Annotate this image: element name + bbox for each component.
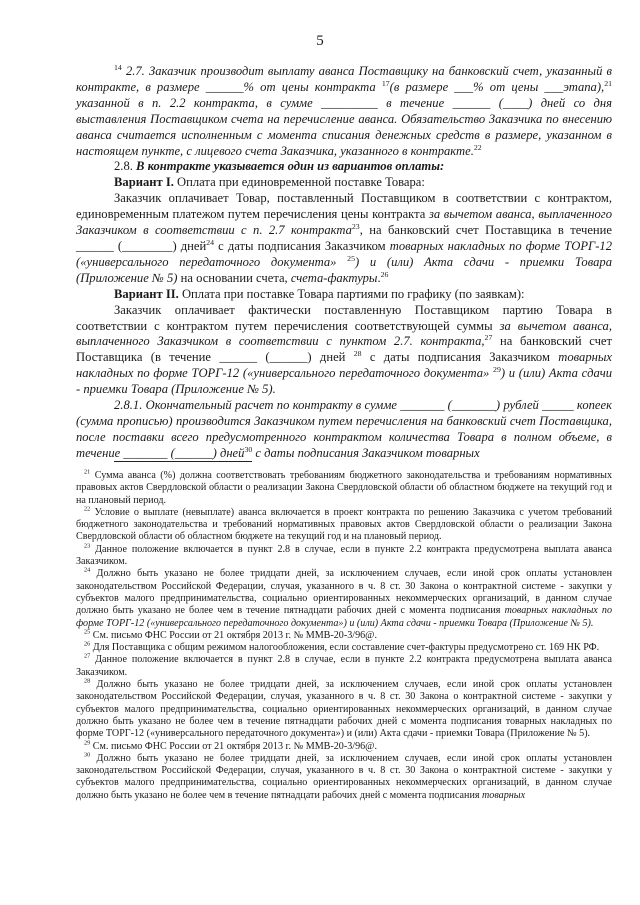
main-text <box>76 64 612 462</box>
body-italic: товарных накладных по форме ТОРГ-12 («универсального передаточного документа» <box>76 350 612 381</box>
body-italic: счета-фактуры <box>290 270 378 285</box>
body-text: с даты подписания Заказчиком <box>361 350 559 365</box>
footnote-ref: 30 <box>244 444 253 454</box>
footnote-separator <box>114 461 252 462</box>
body-text: на основании счета, <box>177 270 291 285</box>
footnote-text: Условие о выплате (невыплате) аванса включается в проект контракта по решению Заказчика с учетом требований бюджетного законодательства и требований нормативных правовых актов Свердловской области о реализации Закона Свердловской области об областном бюджете на текущий год и на плановый период. <box>76 506 612 543</box>
footnote-ref: 14 <box>114 62 122 72</box>
footnote <box>76 753 612 802</box>
footnote-ref: 29 <box>493 365 501 375</box>
page-number: 5 <box>316 33 324 49</box>
footnote-text: Сумма аванса (%) должна соответствовать требованиям бюджетного законодательства и требованиям нормативных правовых актов Свердловской области о реализации Закона Свердловской области об областном бюджете на текущий год и на плановый период. <box>76 470 612 506</box>
footnote-ref: 17 <box>381 78 390 88</box>
footnote <box>76 654 612 679</box>
body-italic: ) и (или) Акта сдачи - приемки Товара (Приложение № 5). <box>76 366 612 397</box>
footnote-ref: 23 <box>351 221 360 231</box>
footnote-ref: 28 <box>353 349 362 359</box>
clause-2-8 <box>76 159 612 175</box>
footnote-italic: товарных накладных по форме ТОРГ-12 («универсального передаточного документа») и (или) Акта сдачи - приемки Товара (Приложение № 5). <box>76 605 613 629</box>
variant-2-body <box>76 303 612 398</box>
footnote-ref: 25 <box>347 253 355 263</box>
body-text: с даты подписания Заказчиком <box>214 238 390 253</box>
clause-text: (в размере ___% от цены ___этапа), <box>389 79 605 94</box>
footnote-number: 24 <box>84 567 91 575</box>
body-text: , на банковский счет Поставщика в течение ______ (________) дней <box>76 223 612 253</box>
variant-label: Вариант II. <box>114 286 179 301</box>
clause-heading: В контракте указывается один из вариантов оплаты: <box>136 159 445 174</box>
body-italic: товарных накладных по форме ТОРГ-12 («универсального передаточного документа» <box>76 238 612 269</box>
body-text: Заказчик оплачивает Товар, поставленный Поставщиком в соответствии с контрактом, единовременным платежом путем перечисления цены контракта <box>76 191 612 222</box>
footnote-ref: 24 <box>206 237 215 247</box>
variant-1-heading <box>76 175 612 191</box>
footnote-text: Должно быть указано не более тридцати дней, за исключением случаев, если иной срок оплаты установлен законодательством Российской Федерации, случая, указанного в ч. 8 ст. 30 Закона о контрактной системе - закупки у субъектов малого предпринимательства, социально ориентированных некоммерческих организаций, в данном случае должно быть указано не более чем в течение пятнадцати рабочих дней с момента подписания <box>76 568 612 617</box>
body-italic: за вычетом аванса, выплаченного Заказчиком в соответствии с пунктом 2.7. контракта, <box>76 318 612 349</box>
footnote-text: Должно быть указано не более тридцати дней, за исключением случаев, если иной срок оплаты установлен законодательством Российской Федерации, случая, указанного в ч. 8 ст. 30 Закона о контрактной системе - закупки у субъектов малого предпринимательства, социально ориентированных некоммерческих организаций, в данном случае должно быть указано не более чем в течение пятнадцати рабочих дней с момента подписания <box>76 752 612 801</box>
footnote-ref: 22 <box>473 142 482 152</box>
clause-text: 2.7. Заказчик производит выплату аванса Поставщику на банковский счет, указанный в контракте, в размере ______% от цены контракта <box>76 64 612 94</box>
footnote-number: 22 <box>84 505 91 513</box>
footnotes <box>76 470 612 802</box>
footnote <box>76 544 612 569</box>
footnote-number: 25 <box>84 628 91 636</box>
variant-title: Оплата при единовременной поставке Товара: <box>173 175 425 190</box>
footnote-italic: товарных <box>482 789 526 801</box>
body-text: . <box>377 270 381 285</box>
footnote-text: Данное положение включается в пункт 2.8 в случае, если в пункте 2.2 контракта предусмотрена выплата аванса Заказчиком. <box>76 654 612 678</box>
footnote <box>76 568 612 629</box>
clause-2-7 <box>76 64 612 159</box>
variant-label: Вариант I. <box>114 175 174 190</box>
body-italic: 2.8.1. Окончательный расчет по контракту в сумме _______ (_______) рублей _____ копеек (сумма прописью) производится Заказчиком путем перечисления на банковский счет Поставщика, после поставки всего предусмотренного контрактом количества Товара в полном объеме, в течение _______ (______) дней <box>76 398 612 460</box>
footnote-ref: 27 <box>484 333 493 343</box>
footnote-number: 28 <box>84 677 91 685</box>
footnote <box>76 642 612 654</box>
footnote-text: См. письмо ФНС России от 21 октября 2013 г. № ММВ-20-3/96@. <box>90 740 377 752</box>
footnote-ref: 21 <box>604 78 612 88</box>
variant-2-heading <box>76 287 612 303</box>
footnote-number: 26 <box>84 640 91 648</box>
footnote-text: Для Поставщика с общим режимом налогообложения, если составление счет-фактуры предусмотрено ст. 169 НК РФ. <box>90 642 600 654</box>
footnote-number: 23 <box>84 542 91 550</box>
variant-1-body <box>76 191 612 286</box>
body-italic: с даты подписания Заказчиком товарных <box>252 445 480 460</box>
footnote-text: См. письмо ФНС России от 21 октября 2013 г. № ММВ-20-3/96@. <box>90 629 377 641</box>
body-text: Заказчик оплачивает фактически поставленную Поставщиком партию Товара в соответствии с контрактом путем перечисления соответствующей суммы <box>76 302 612 333</box>
footnote-number: 21 <box>84 468 91 476</box>
footnote <box>76 741 612 753</box>
footnote-text: Должно быть указано не более тридцати дней, за исключением случаев, если иной срок оплаты установлен законодательством Российской Федерации, случая, указанного в ч. 8 ст. 30 Закона о контрактной системе - закупки у субъектов малого предпринимательства, социально ориентированных некоммерческих организаций, в данном случае должно быть указано не более чем в течение пятнадцати рабочих дней с момента подписания товарных накладных по форме ТОРГ-12 («универсального передаточного документа») и (или) Акта сдачи - приемки Товара (Приложение № 5). <box>76 679 612 740</box>
footnote-text: Данное положение включается в пункт 2.8 в случае, если в пункте 2.2 контракта предусмотрена выплата аванса Заказчиком. <box>76 543 612 568</box>
body-italic: ) и (или) Акта сдачи - приемки Товара (Приложение № 5) <box>76 254 612 285</box>
body-text: на банковский счет Поставщика (в течение ______ (______) дней <box>76 334 612 365</box>
footnote-ref: 26 <box>380 269 389 279</box>
footnote-number: 30 <box>84 751 91 759</box>
body-italic: за вычетом аванса, выплаченного Заказчиком в соответствии с п. 2.7 контракта <box>76 207 612 238</box>
clause-text: указанной в п. 2.2 контракта, в сумме _________ в течение ______ (____) дней со дня выставления Поставщиком счета на перечисление аванса. Обязательство Заказчика по внесению аванса считается исполненным с момента списания денежных средств в размере, указанном в настоящем пункте, с лицевого счета Заказчика, указанного в контракте. <box>76 95 612 158</box>
footnote <box>76 470 612 507</box>
clause-2-8-1 <box>76 398 612 462</box>
clause-number: 2.8. <box>114 159 137 174</box>
variant-title: Оплата при поставке Товара партиями по графику (по заявкам): <box>178 286 525 301</box>
footnote <box>76 630 612 642</box>
footnote <box>76 679 612 740</box>
footnote <box>76 507 612 544</box>
footnote-number: 29 <box>84 739 91 747</box>
footnote-number: 27 <box>84 653 91 661</box>
